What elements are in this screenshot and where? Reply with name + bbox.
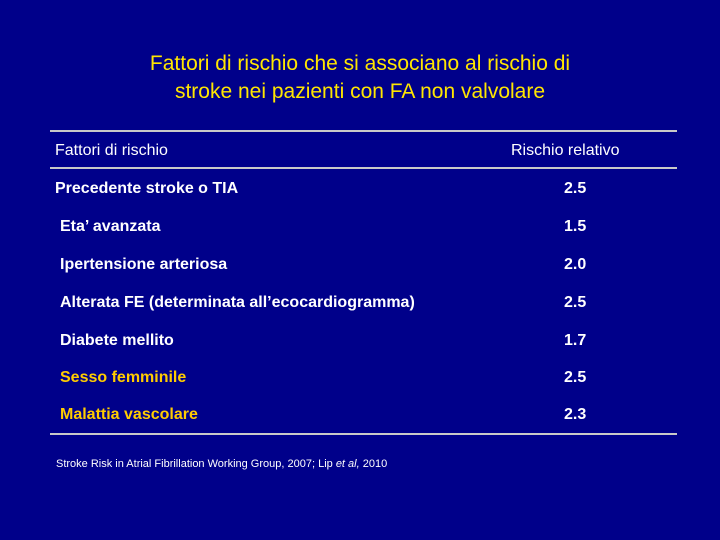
table-header-rule: [50, 167, 677, 169]
table-row-factor-highlight: Malattia vascolare: [60, 406, 198, 423]
slide-title-line-2: stroke nei pazienti con FA non valvolare: [174, 80, 546, 103]
table-row-factor: Eta’ avanzata: [60, 218, 161, 235]
table-row-risk: 2.0: [564, 256, 587, 273]
table-row-factor: Diabete mellito: [60, 332, 174, 349]
slide-title-line-1: Fattori di rischio che si associano al rischio di: [149, 52, 571, 75]
table-bottom-rule: [50, 433, 677, 435]
table-row-risk: 1.5: [564, 218, 587, 235]
footnote-text: Stroke Risk in Atrial Fibrillation Working Group, 2007; Lip: [56, 458, 336, 470]
table-row-risk: 2.5: [564, 369, 587, 386]
footnote-year: 2010: [359, 458, 388, 470]
table-row-risk: 2.5: [564, 180, 587, 197]
table-row-factor: Precedente stroke o TIA: [55, 180, 239, 197]
header-factor: Fattori di rischio: [55, 142, 168, 159]
table-top-rule: [50, 130, 677, 132]
slide-title: [0, 50, 720, 106]
table-row-factor: Alterata FE (determinata all’ecocardiogramma): [60, 294, 415, 311]
table-row-factor: Ipertensione arteriosa: [60, 256, 228, 273]
table-row-risk: 1.7: [564, 332, 587, 349]
table-row-risk: 2.5: [564, 294, 587, 311]
footnote-italic: et al,: [335, 458, 360, 470]
footnote-citation: [56, 458, 387, 470]
header-risk: Rischio relativo: [511, 142, 620, 159]
table-row-risk: 2.3: [564, 406, 587, 423]
table-row-factor-highlight: Sesso femminile: [60, 369, 187, 386]
